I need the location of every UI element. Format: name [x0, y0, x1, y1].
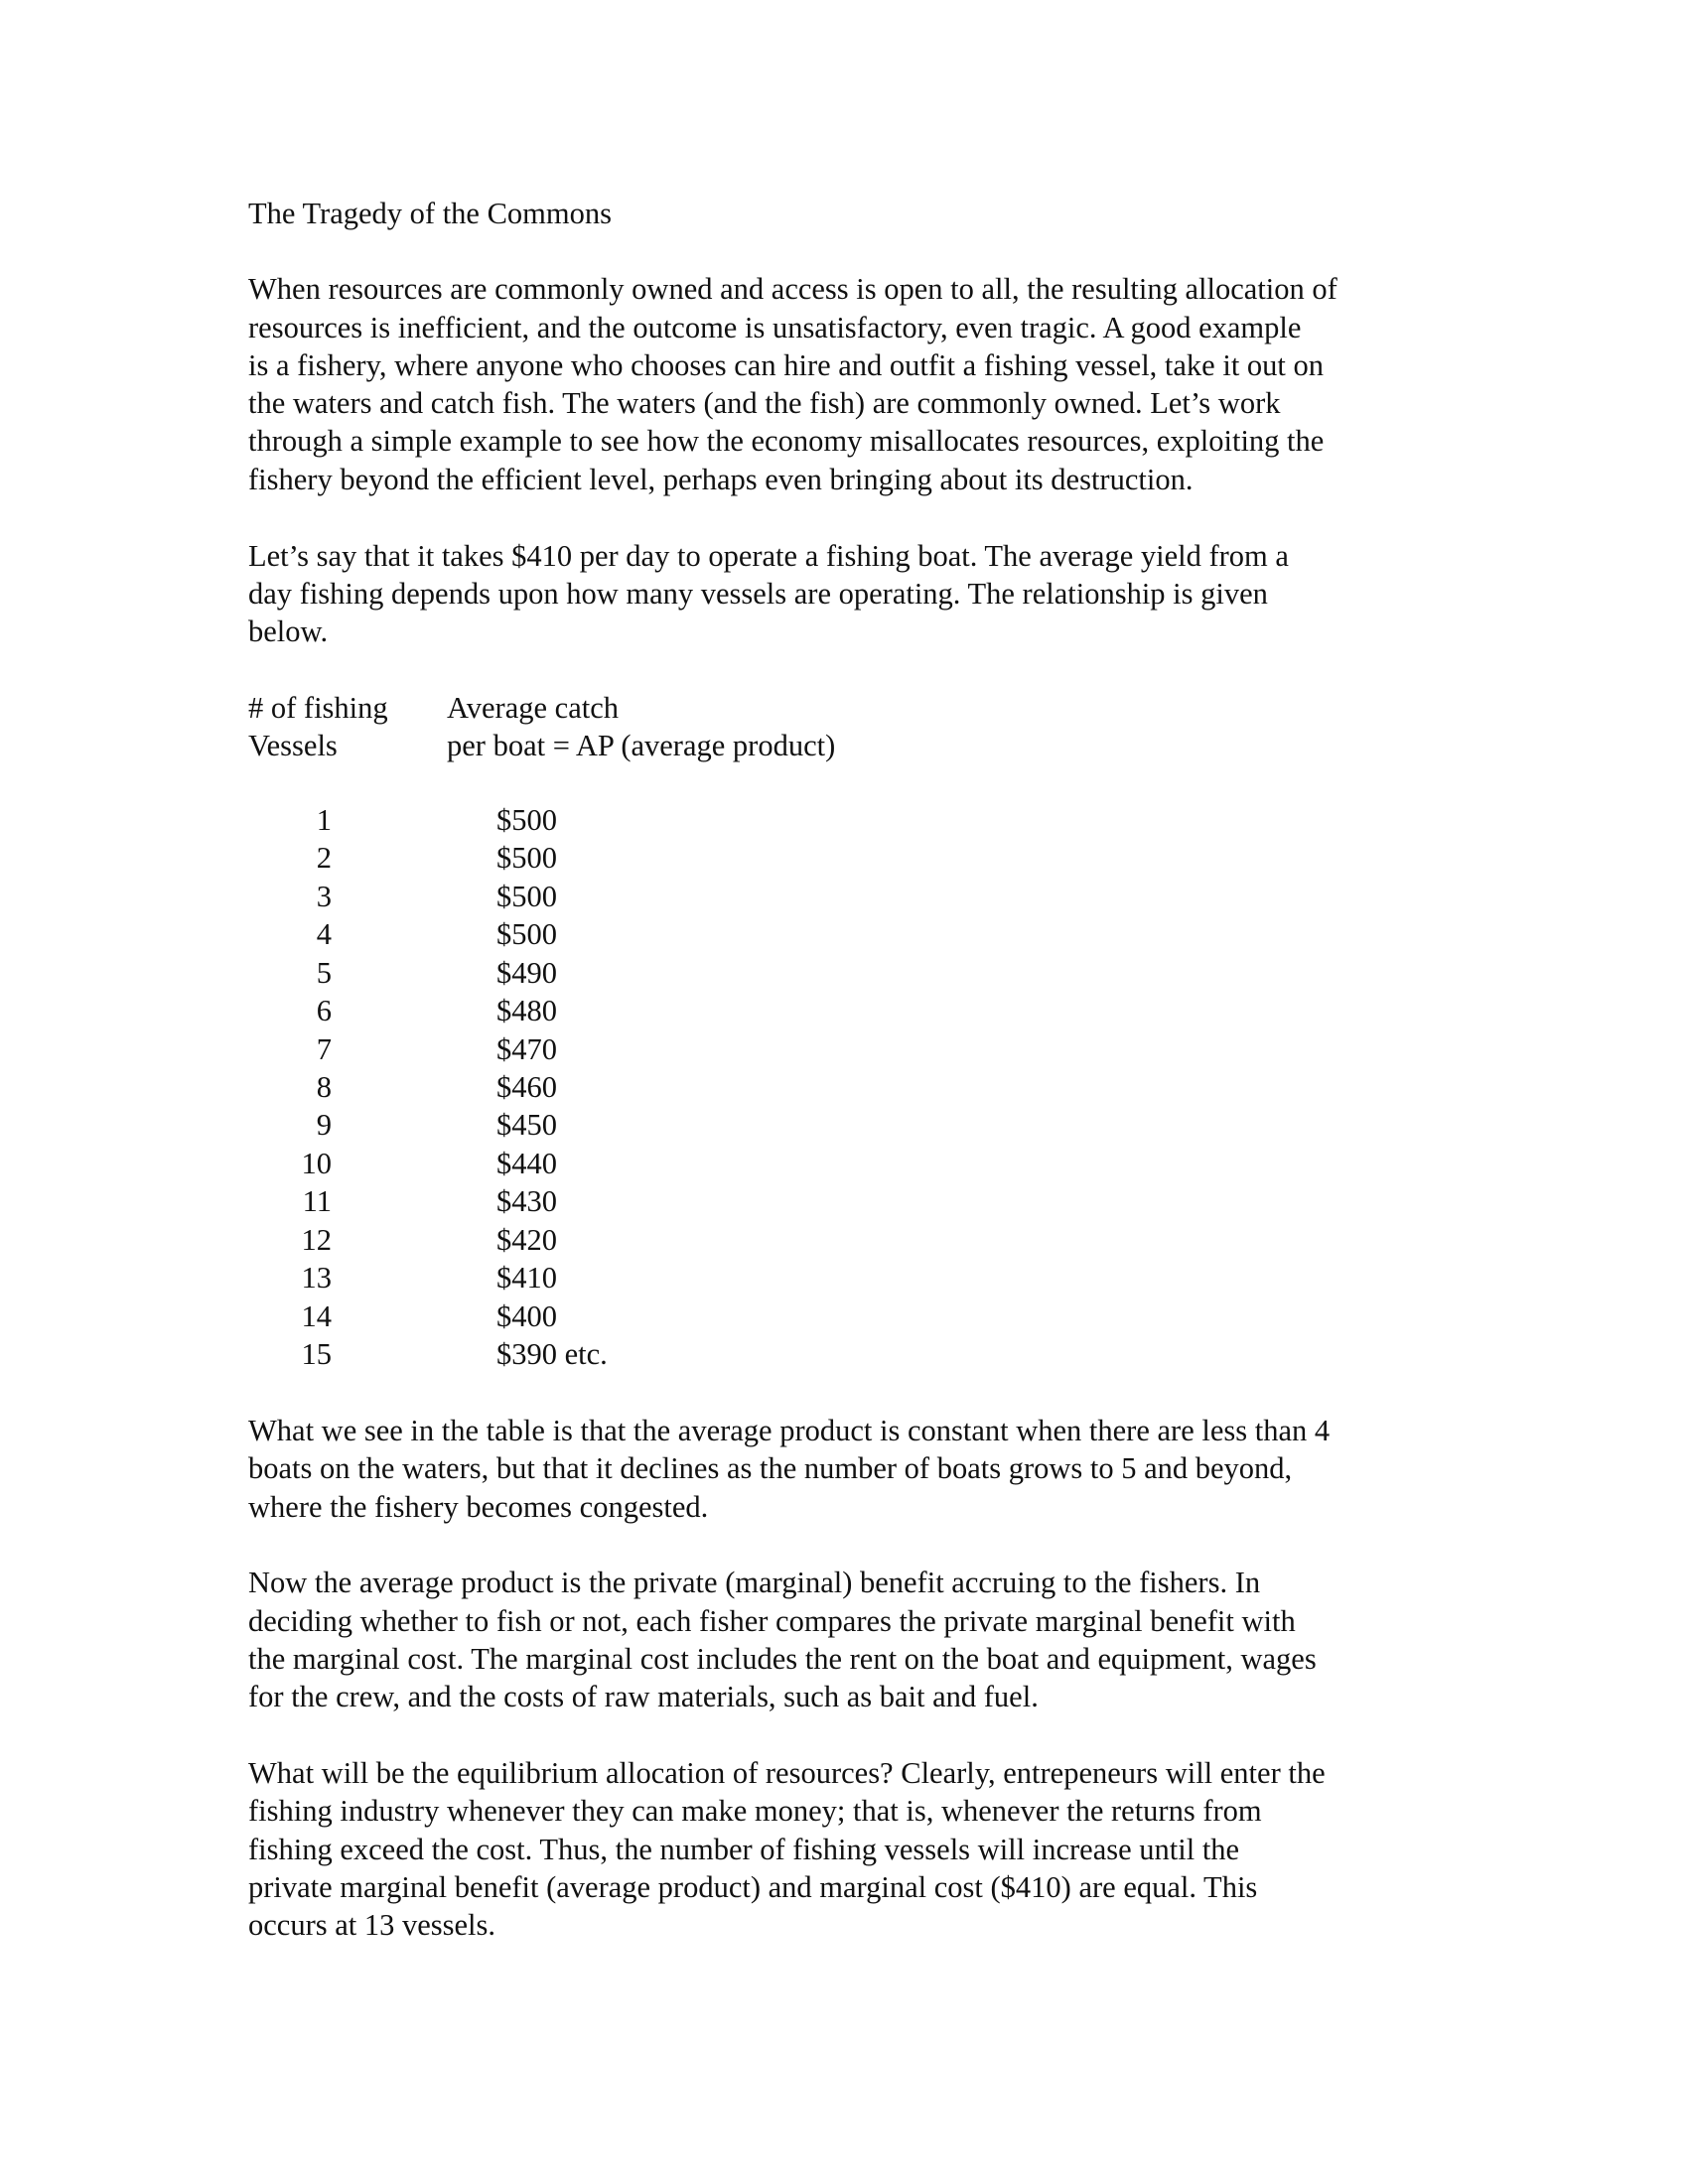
average-product-cell: $440: [496, 1146, 557, 1180]
vessel-count-cell: 8: [316, 1070, 332, 1105]
vessel-count-cell: 3: [316, 879, 332, 913]
table-body: [248, 801, 1479, 1374]
table-row: [248, 1106, 1479, 1144]
average-product-cell: $430: [496, 1184, 557, 1219]
table-row: [248, 1297, 1479, 1335]
average-product-cell: $390 etc.: [496, 1337, 608, 1372]
text-line: What we see in the table is that the average product is constant when there are less than 4: [248, 1414, 1331, 1448]
text-line: Let’s say that it takes $410 per day to operate a fishing boat. The average yield from a: [248, 538, 1289, 573]
table-row: [248, 992, 1479, 1029]
vessel-count-cell: 9: [316, 1108, 332, 1143]
document-page: [248, 195, 1479, 1982]
header-line: per boat = AP (average product): [447, 729, 836, 763]
table-row: [248, 954, 1479, 992]
text-line: occurs at 13 vessels.: [248, 1908, 496, 1943]
vessel-count-cell: 4: [316, 917, 332, 952]
document-title: The Tragedy of the Commons: [248, 197, 612, 230]
vessel-count-cell: 12: [301, 1222, 332, 1257]
table-header: [248, 689, 1479, 765]
text-line: the waters and catch fish. The waters (and the fish) are commonly owned. Let’s work: [248, 386, 1281, 421]
vessel-count-cell: 13: [301, 1261, 332, 1296]
header-line: # of fishing: [248, 690, 388, 725]
catch-table: [248, 689, 1479, 1374]
text-line: is a fishery, where anyone who chooses can hire and outfit a fishing vessel, take it out on: [248, 347, 1325, 382]
table-row: [248, 1145, 1479, 1182]
table-observation-paragraph: [248, 1412, 1479, 1526]
text-line: Now the average product is the private (marginal) benefit accruing to the fishers. In: [248, 1566, 1261, 1600]
table-row: [248, 1221, 1479, 1259]
average-product-cell: $470: [496, 1031, 557, 1066]
table-row: [248, 915, 1479, 953]
average-product-cell: $420: [496, 1222, 557, 1257]
vessel-count-cell: 11: [302, 1184, 332, 1219]
average-product-cell: $480: [496, 994, 557, 1028]
average-product-cell: $500: [496, 802, 557, 837]
text-line: resources is inefficient, and the outcome is unsatisfactory, even tragic. A good example: [248, 310, 1302, 344]
marginal-benefit-paragraph: [248, 1564, 1479, 1715]
text-line: boats on the waters, but that it declines as the number of boats grows to 5 and beyond,: [248, 1451, 1293, 1486]
vessel-count-cell: 15: [301, 1337, 332, 1372]
table-row: [248, 1182, 1479, 1220]
vessel-count-cell: 1: [316, 802, 332, 837]
table-row: [248, 839, 1479, 877]
equilibrium-paragraph: [248, 1754, 1479, 1944]
text-line: day fishing depends upon how many vessels are operating. The relationship is given: [248, 576, 1268, 611]
text-line: through a simple example to see how the economy misallocates resources, exploiting the: [248, 424, 1325, 459]
vessel-count-cell: 2: [316, 841, 332, 876]
vessel-count-cell: 6: [316, 994, 332, 1028]
text-line: fishing industry whenever they can make money; that is, whenever the returns from: [248, 1794, 1262, 1829]
average-product-cell: $500: [496, 879, 557, 913]
average-product-cell: $400: [496, 1298, 557, 1333]
table-row: [248, 878, 1479, 915]
text-line: private marginal benefit (average product) and marginal cost ($410) are equal. This: [248, 1870, 1258, 1904]
vessel-count-cell: 14: [301, 1298, 332, 1333]
average-product-cell: $500: [496, 841, 557, 876]
intro-paragraph: [248, 270, 1479, 498]
text-line: When resources are commonly owned and access is open to all, the resulting allocation of: [248, 272, 1337, 307]
cost-paragraph: [248, 537, 1479, 651]
text-line: below.: [248, 614, 329, 649]
text-line: where the fishery becomes congested.: [248, 1489, 709, 1524]
header-line: Average catch: [447, 690, 619, 725]
text-line: What will be the equilibrium allocation of resources? Clearly, entrepeneurs will enter the: [248, 1756, 1326, 1791]
average-catch-column-header: [447, 689, 835, 765]
vessel-count-cell: 7: [316, 1031, 332, 1066]
table-row: [248, 1068, 1479, 1106]
table-row: [248, 1030, 1479, 1068]
text-line: fishing exceed the cost. Thus, the number of fishing vessels will increase until the: [248, 1832, 1240, 1866]
text-line: fishery beyond the efficient level, perhaps even bringing about its destruction.: [248, 462, 1194, 496]
average-product-cell: $490: [496, 955, 557, 990]
text-line: deciding whether to fish or not, each fisher compares the private marginal benefit with: [248, 1603, 1296, 1638]
text-line: the marginal cost. The marginal cost includes the rent on the boat and equipment, wages: [248, 1642, 1317, 1677]
average-product-cell: $450: [496, 1108, 557, 1143]
vessel-count-cell: 10: [301, 1146, 332, 1180]
table-row: [248, 1335, 1479, 1373]
vessels-column-header: [248, 689, 388, 765]
header-line: Vessels: [248, 729, 338, 763]
average-product-cell: $460: [496, 1070, 557, 1105]
vessel-count-cell: 5: [316, 955, 332, 990]
average-product-cell: $500: [496, 917, 557, 952]
average-product-cell: $410: [496, 1261, 557, 1296]
table-row: [248, 801, 1479, 839]
text-line: for the crew, and the costs of raw materials, such as bait and fuel.: [248, 1680, 1039, 1714]
table-row: [248, 1259, 1479, 1297]
